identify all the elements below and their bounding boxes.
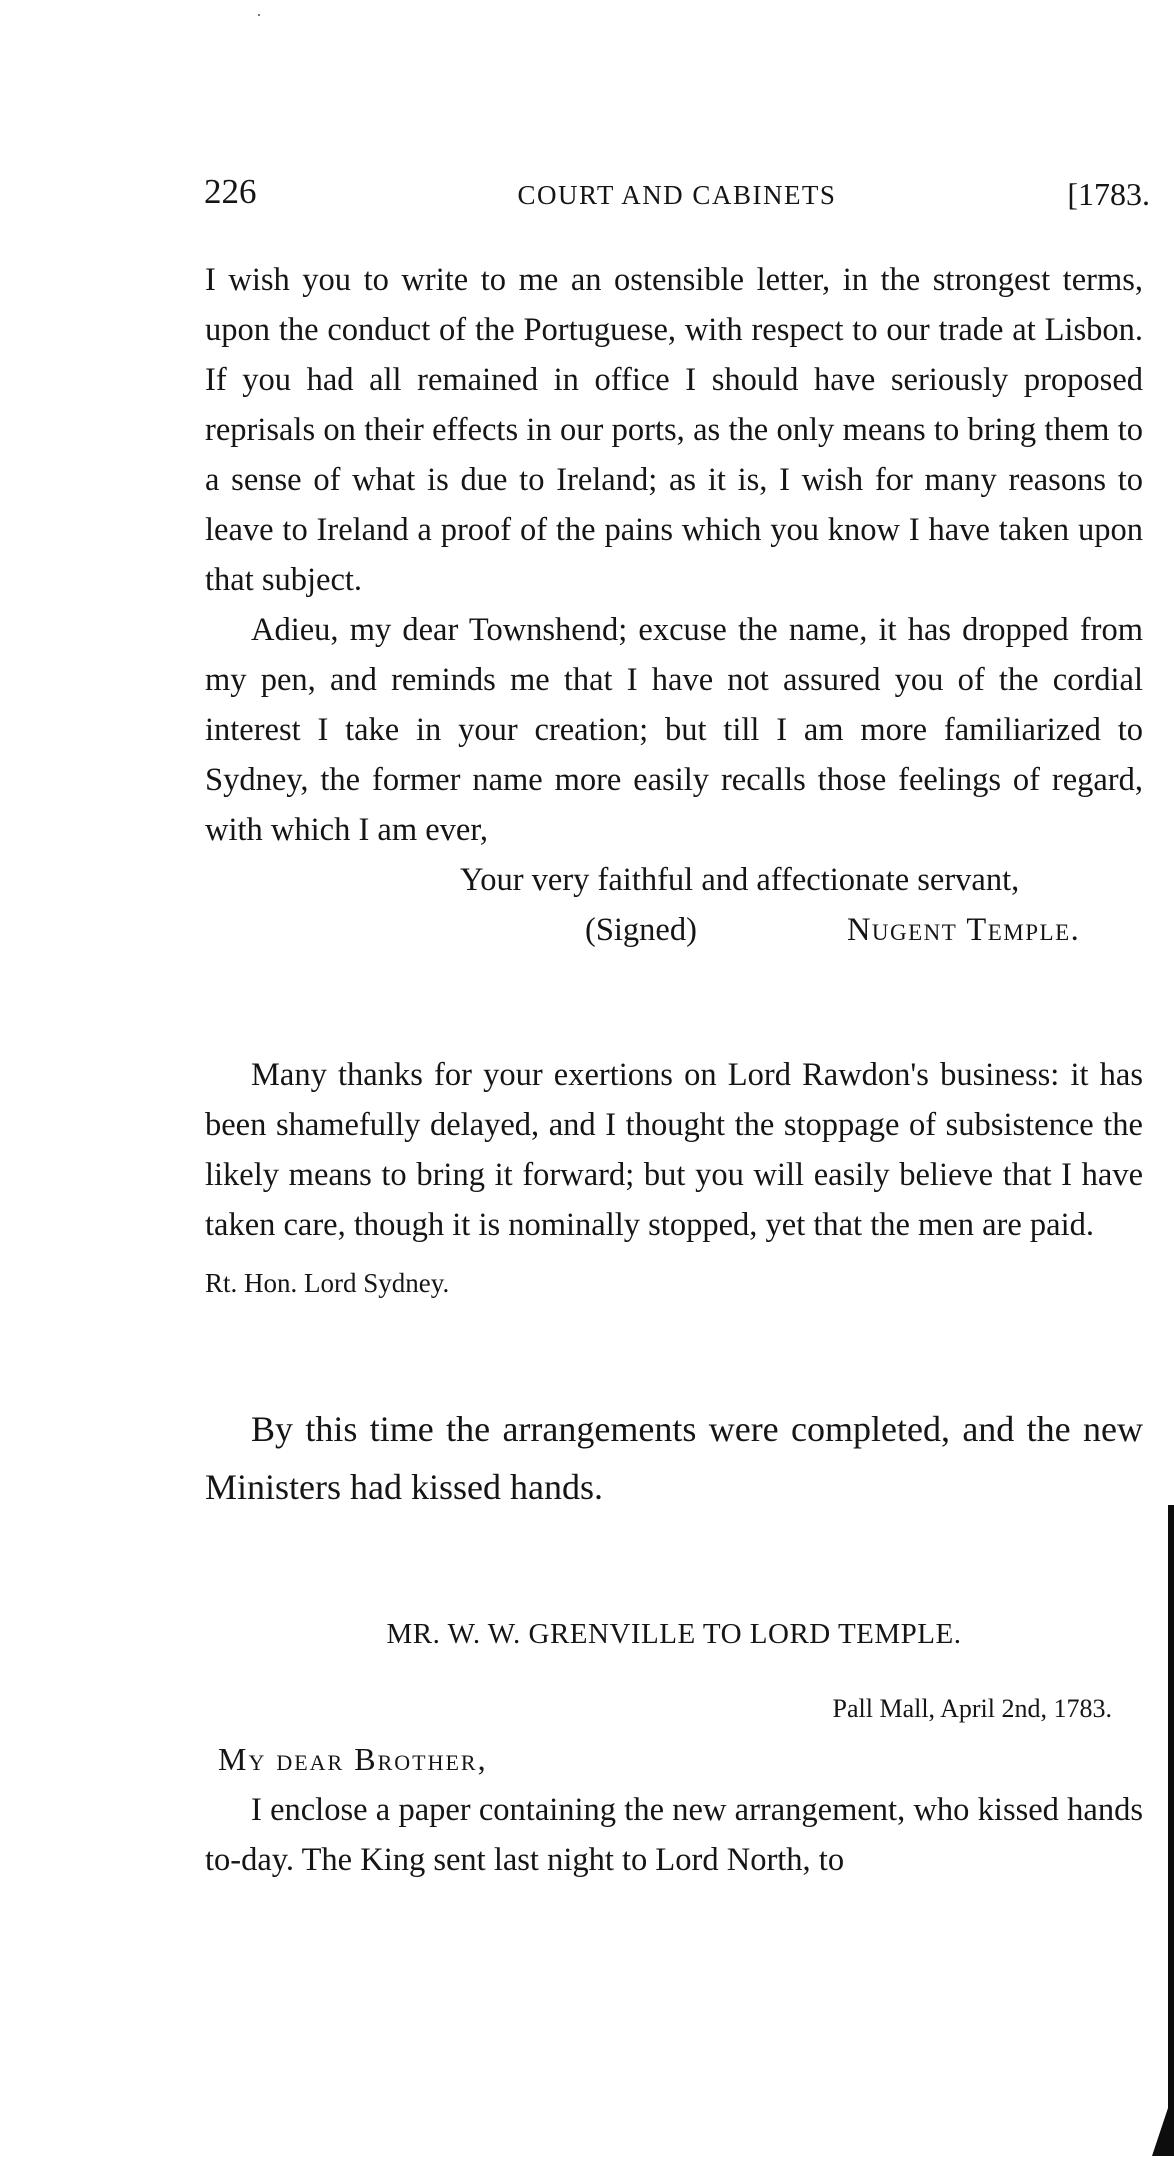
signature-line [205,905,1143,955]
next-letter-body [205,1785,1143,1885]
closing-phrase: Your very faithful and affectionate servant, [460,862,1020,898]
addressee: Rt. Hon. Lord Sydney. [205,1268,450,1298]
postscript-paragraph: Many thanks for your exertions on Lord Rawdon's business: it has been shamefully delayed, and I thought the stoppage of subsistence the likely means to bring it forward; but you will easily believe that I have taken care, though it is nominally stopped, yet that the men are paid. [205,1057,1143,1243]
letter-paragraph-2: Adieu, my dear Townshend; excuse the name, it has dropped from my pen, and reminds me that I have not assured you of the cordial interest I take in your creation; but till I am more familiarized to Sydney, the former name more easily recalls those feelings of regard, with which I am ever, [205,612,1143,848]
letter-paragraph-1: I wish you to write to me an ostensible letter, in the strongest terms, upon the conduct of the Portuguese, with respect to our trade at Lisbon. If you had all remained in office I should have seriously proposed reprisals on their effects in our ports, as the only means to bring them to a sense of what is due to Ireland; as it is, I wish for many reasons to leave to Ireland a proof of the pains which you know I have taken upon that subject. [205,262,1143,598]
narrative-block [205,1400,1143,1516]
page-number: 226 [204,172,257,211]
running-header [204,172,1150,222]
letter-heading: MR. W. W. GRENVILLE TO LORD TEMPLE. [386,1618,962,1650]
signed-label: (Signed) [585,912,697,948]
next-letter-paragraph-1: I enclose a paper containing the new arrangement, who kissed hands to-day. The King sent last night to Lord North, to [205,1792,1143,1878]
postscript-block [205,1050,1143,1308]
letter-closing [205,855,1143,955]
print-speck [258,14,260,16]
page-edge-shadow [1168,1505,1174,2155]
running-title: COURT AND CABINETS [517,180,837,210]
narrative-paragraph: By this time the arrangements were completed, and the new Ministers had kissed hands. [205,1409,1143,1507]
header-year: [1783. [1067,176,1150,212]
letter-dateline: Pall Mall, April 2nd, 1783. [832,1694,1112,1723]
signature-name: Nugent Temple. [846,912,1081,948]
letter-body [205,255,1143,955]
letter-salutation: My dear Brother, [218,1741,488,1777]
